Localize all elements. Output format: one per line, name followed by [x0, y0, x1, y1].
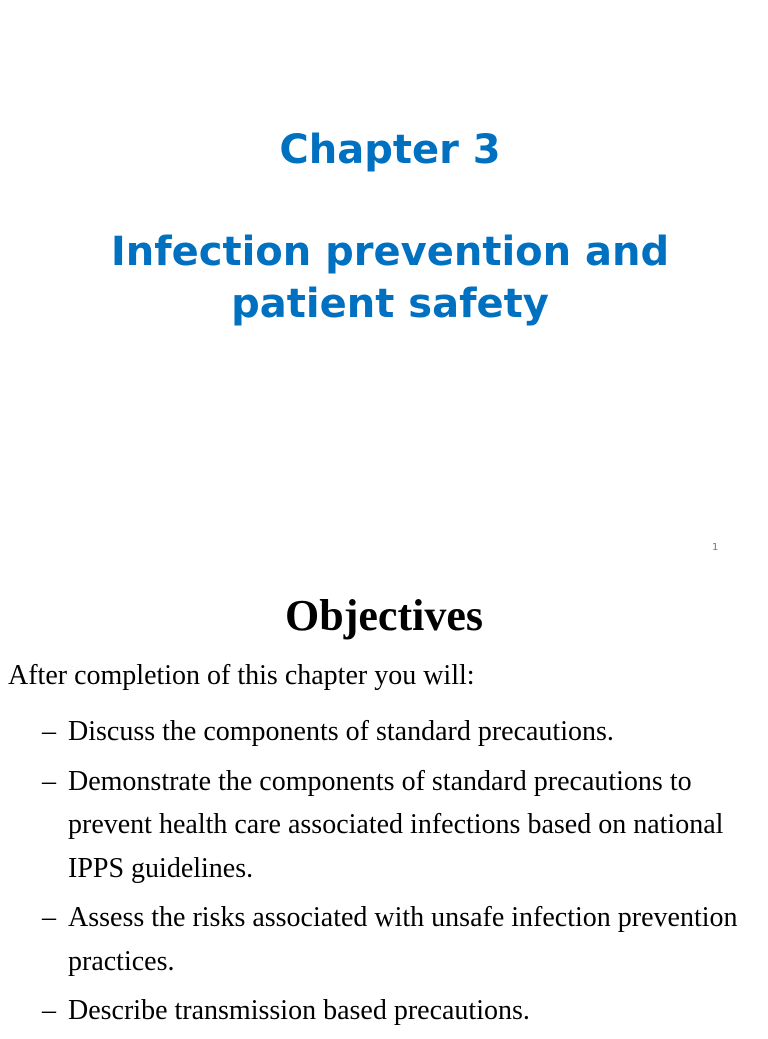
objective-text: Demonstrate the components of standard precautions to prevent health care associated infections based on national IPPS guidelines. — [68, 765, 724, 884]
dash-bullet: – — [42, 765, 56, 797]
chapter-subtitle: Infection prevention and patient safety — [110, 229, 670, 327]
dash-bullet: – — [42, 716, 56, 747]
dash-bullet: – — [42, 995, 56, 1026]
objective-text: Describe transmission based precautions. — [68, 995, 530, 1026]
objectives-intro: After completion of this chapter you will: — [8, 660, 475, 691]
objective-item — [42, 896, 762, 983]
objectives-slide — [0, 576, 768, 1024]
objectives-list — [42, 710, 762, 1039]
chapter-heading: Chapter 3 — [279, 127, 501, 173]
objectives-title: Objectives — [285, 591, 483, 640]
objective-item — [42, 989, 762, 1033]
slide-number: 1 — [712, 542, 719, 553]
objective-item — [42, 760, 762, 891]
objective-text: Assess the risks associated with unsafe infection prevention practices. — [68, 902, 738, 977]
objective-text: Discuss the components of standard precautions. — [68, 716, 614, 747]
objective-item — [42, 710, 762, 754]
dash-bullet: – — [42, 902, 56, 933]
